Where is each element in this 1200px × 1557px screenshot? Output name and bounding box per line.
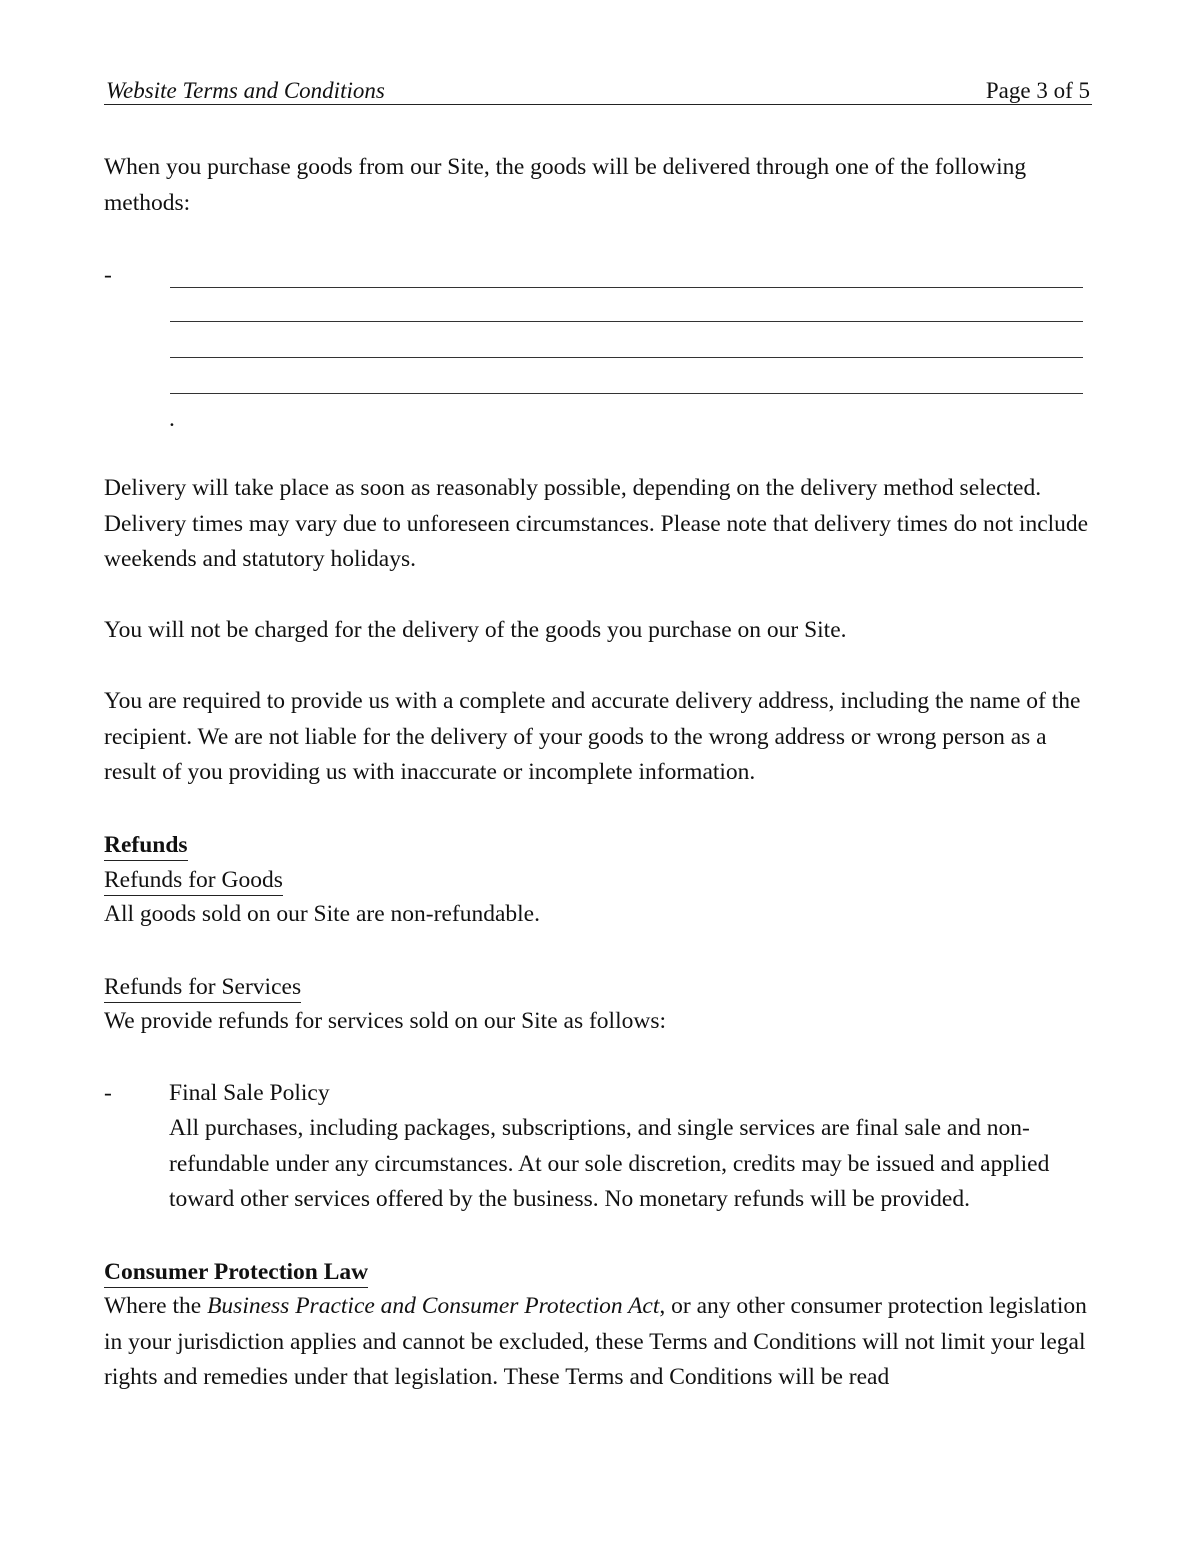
page-number: Page 3 of 5: [985, 78, 1090, 103]
final-sale-policy-title: Final Sale Policy: [169, 1080, 330, 1106]
list-end-period: .: [169, 406, 175, 432]
blank-fill-line: [170, 393, 1083, 394]
list-bullet-dash: -: [104, 1080, 112, 1106]
final-sale-policy-text: All purchases, including packages, subscriptions, and single services are final sale and non-refundable under any circumstances. At our sole discretion, credits may be issued and applied toward other services offered by the business. No monetary refunds will be provided.: [169, 1115, 1050, 1212]
refunds-goods-subheading: Refunds for Goods: [104, 865, 283, 896]
consumer-protection-text-start: Where the: [104, 1293, 208, 1319]
refunds-services-intro: We provide refunds for services sold on our Site as follows:: [104, 1008, 666, 1034]
act-name: Business Practice and Consumer Protection Act: [207, 1293, 660, 1319]
blank-fill-line: [170, 287, 1083, 288]
list-bullet-dash: -: [104, 262, 112, 288]
delivery-address-paragraph: You are required to provide us with a complete and accurate delivery address, including the name of the recipient. We are not liable for the delivery of your goods to the wrong address or wrong person as a result of you providing us with inaccurate or incomplete information.: [104, 688, 1081, 785]
consumer-protection-text-rest: , or any other consumer protection legislation in your jurisdiction applies and cannot be excluded, these Terms and Conditions will not limit your legal rights and remedies under that legislation. These Terms and Conditions will be read: [104, 1293, 1087, 1390]
delivery-intro-paragraph: When you purchase goods from our Site, the goods will be delivered through one of the following methods:: [104, 154, 1027, 216]
delivery-timing-paragraph: Delivery will take place as soon as reasonably possible, depending on the delivery method selected. Delivery times may vary due to unforeseen circumstances. Please note that delivery times do not include weekends and statutory holidays.: [104, 475, 1089, 572]
refunds-heading: Refunds: [104, 830, 188, 861]
page-header: [104, 76, 1092, 105]
blank-fill-line: [170, 321, 1083, 322]
delivery-charges-paragraph: You will not be charged for the delivery of the goods you purchase on our Site.: [104, 617, 847, 643]
consumer-protection-paragraph: [104, 1289, 1096, 1396]
refunds-goods-paragraph: All goods sold on our Site are non-refundable.: [104, 901, 540, 927]
blank-fill-line: [170, 357, 1083, 358]
consumer-protection-heading: Consumer Protection Law: [104, 1257, 368, 1288]
refunds-services-subheading: Refunds for Services: [104, 972, 301, 1003]
header-title: Website Terms and Conditions: [106, 78, 385, 103]
